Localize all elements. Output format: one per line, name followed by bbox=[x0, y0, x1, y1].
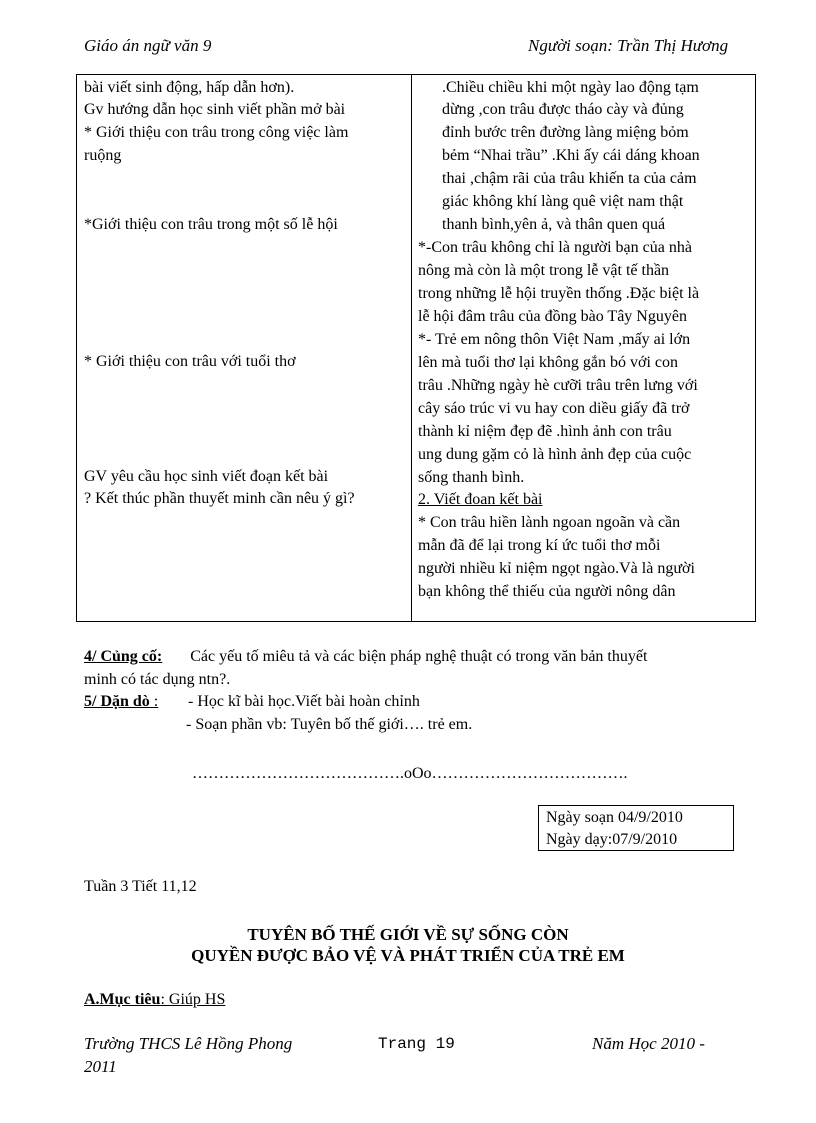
muc-tieu-row bbox=[84, 990, 225, 1010]
right-heading: 2. Viết đoan kết bài bbox=[418, 491, 543, 508]
right-line: thanh bình,yên ả, và thân quen quá bbox=[442, 216, 666, 233]
table-column-divider bbox=[411, 75, 412, 621]
cung-co-text: Các yếu tố miêu tả và các biện pháp nghệ thuật có trong văn bản thuyết bbox=[190, 648, 648, 665]
cung-co-text-2: minh có tác dụng ntn?. bbox=[84, 671, 231, 688]
footer-year: Năm Học 2010 - bbox=[592, 1034, 705, 1053]
footer-page: Trang 19 bbox=[378, 1035, 455, 1053]
right-line: *-Con trâu không chỉ là người bạn của nhà bbox=[418, 239, 692, 256]
muc-tieu-label: A.Mục tiêu bbox=[84, 991, 161, 1008]
right-line: thai ,chậm rãi của trâu khiến ta của cảm bbox=[442, 170, 697, 187]
left-line: bài viết sinh động, hấp dẫn hơn). bbox=[84, 79, 295, 96]
right-line: bạn không thể thiếu của người nông dân bbox=[418, 583, 676, 600]
right-line: nông mà còn là một trong lễ vật tế thần bbox=[418, 262, 670, 279]
dan-do-item-1: - Học kĩ bài học.Viết bài hoàn chỉnh bbox=[188, 693, 420, 710]
footer-year-cont: 2011 bbox=[84, 1057, 117, 1076]
right-line: * Con trâu hiền lành ngoan ngoãn và cần bbox=[418, 514, 681, 531]
right-line: lên mà tuổi thơ lại không gắn bó với con bbox=[418, 354, 678, 371]
date-day: Ngày dạy:07/9/2010 bbox=[546, 831, 678, 848]
right-line: *- Trẻ em nông thôn Việt Nam ,mấy ai lớn bbox=[418, 331, 691, 348]
right-line: trâu .Những ngày hè cưỡi trâu trên lưng với bbox=[418, 377, 698, 394]
separator: ………………………………….oOo………………………………. bbox=[192, 765, 628, 782]
right-line: cây sáo trúc vi vu hay con diều giấy đã trở bbox=[418, 400, 690, 417]
right-line: .Chiều chiều khi một ngày lao động tạm bbox=[442, 79, 699, 96]
dan-do-item-2: - Soạn phần vb: Tuyên bố thế giới…. trẻ em. bbox=[186, 716, 473, 733]
left-line: GV yêu cầu học sinh viết đoạn kết bài bbox=[84, 468, 329, 485]
right-line: ung dung gặm cỏ là hình ảnh đẹp của cuộc bbox=[418, 446, 692, 463]
dan-do-label: 5/ Dặn dò bbox=[84, 693, 150, 710]
cung-co-label: 4/ Củng cố: bbox=[84, 648, 163, 665]
right-line: dừng ,con trâu được tháo cày và đủng bbox=[442, 101, 684, 118]
title-line-1: TUYÊN BỐ THẾ GIỚI VỀ SỰ SỐNG CÒN bbox=[247, 925, 569, 944]
right-line: thành kỉ niệm đẹp đẽ .hình ảnh con trâu bbox=[418, 423, 672, 440]
left-line: ? Kết thúc phần thuyết minh cần nêu ý gì? bbox=[84, 490, 355, 507]
title-line-2: QUYỀN ĐƯỢC BẢO VỆ VÀ PHÁT TRIỂN CỦA TRẺ EM bbox=[191, 946, 625, 965]
right-line: trong những lễ hội truyền thống .Đặc biệt là bbox=[418, 285, 700, 302]
dan-do-colon: : bbox=[149, 693, 159, 710]
muc-tieu-text: : Giúp HS bbox=[160, 991, 226, 1008]
left-line: ruộng bbox=[84, 147, 122, 164]
date-soan: Ngày soạn 04/9/2010 bbox=[546, 809, 683, 826]
left-line: *Giới thiệu con trâu trong một số lễ hội bbox=[84, 216, 338, 233]
right-line: giác không khí làng quê việt nam thật bbox=[442, 193, 684, 210]
footer-school: Trường THCS Lê Hồng Phong bbox=[84, 1034, 293, 1053]
dan-do-row bbox=[84, 692, 158, 712]
right-line: người nhiều kỉ niệm ngọt ngào.Và là người bbox=[418, 560, 695, 577]
week-period: Tuần 3 Tiết 11,12 bbox=[84, 878, 197, 895]
left-line: * Giới thiệu con trâu trong công việc làm bbox=[84, 124, 349, 141]
left-line: * Giới thiệu con trâu với tuổi thơ bbox=[84, 353, 296, 370]
right-line: lễ hội đâm trâu của đồng bào Tây Nguyên bbox=[418, 308, 687, 325]
right-line: sống thanh bình. bbox=[418, 469, 525, 486]
left-line: Gv hướng dẫn học sinh viết phần mở bài bbox=[84, 101, 346, 118]
header-subject: Giáo án ngữ văn 9 bbox=[84, 36, 212, 55]
cung-co-row bbox=[84, 647, 647, 667]
header-author: Người soạn: Trần Thị Hương bbox=[528, 36, 729, 55]
right-line: đỉnh bước trên đường làng miệng bỏm bbox=[442, 124, 689, 141]
right-line: bẻm “Nhai trầu” .Khi ấy cái dáng khoan bbox=[442, 147, 700, 164]
right-line: mẫn đã để lại trong kí ức tuổi thơ mỗi bbox=[418, 537, 661, 554]
